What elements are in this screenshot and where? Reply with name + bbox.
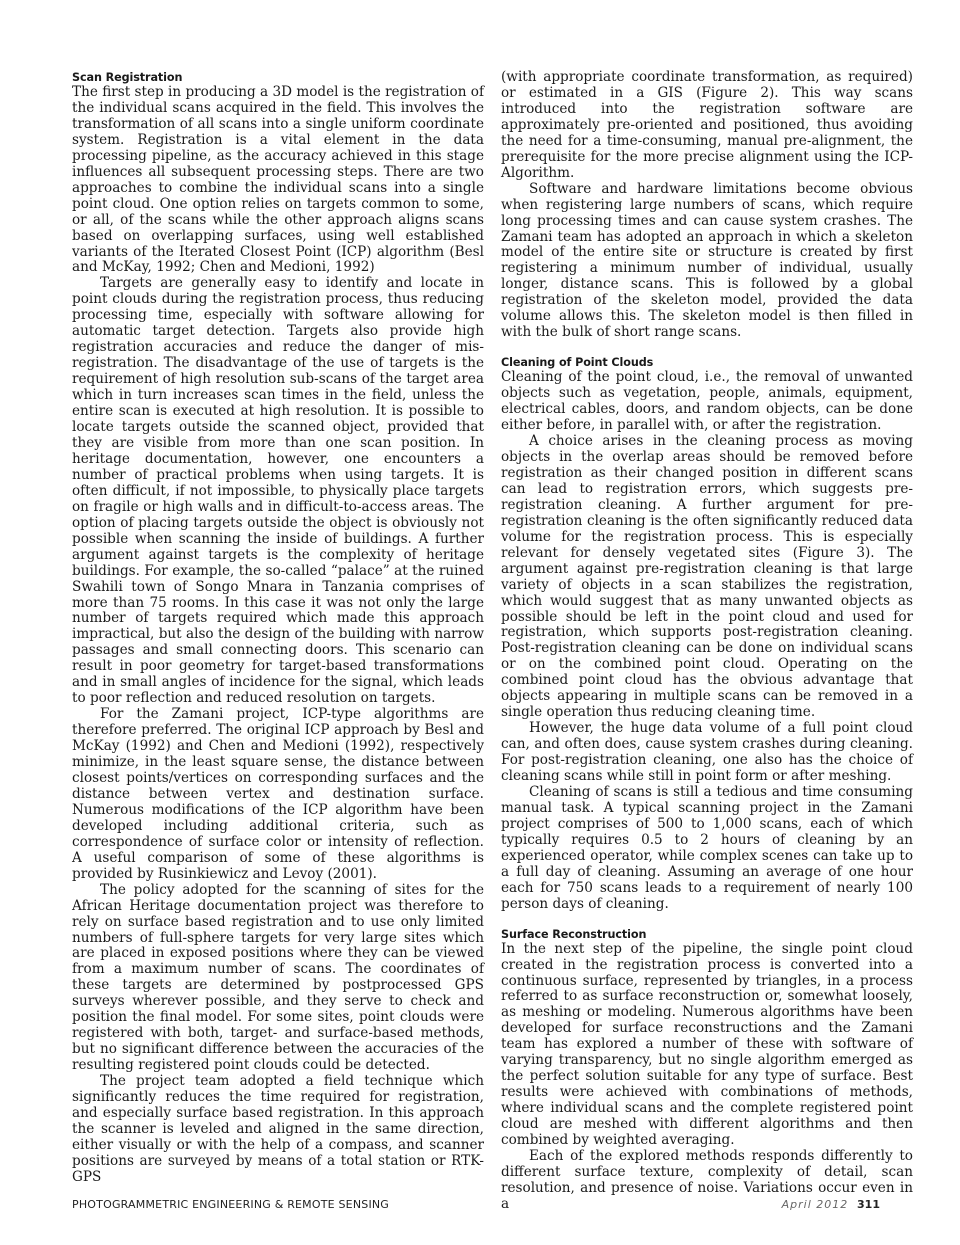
- paragraph: A choice arises in the cleaning process as moving objects in the overlap areas should be removed before registration as their changed position in different scans can lead to registration errors, which suggests pre-registration cleaning. A further argument for pre-registration cleaning is the often significantly reduced data volume for the registration process. This is especially relevant for densely vegetated sites (Figure 3). The argument against pre-registration cleaning is that large variety of objects in a scan stabilizes the registration, which would suggest that as many unwanted objects as possible should be left in the point cloud and used for registration, which supports post-registration cleaning. Post-registration cleaning can be done on individual scans or on the combined point cloud. Operating on the combined point cloud has the obvious advantage that objects appearing in multiple scans can be removed in a single operation thus reducing cleaning time.: [501, 433, 913, 721]
- paragraph: In the next step of the pipeline, the single point cloud created in the registration process is converted into a continuous surface, represented by triangles, in a process referred to as surface reconstruction or, somewhat loosely, as meshing or modeling. Numerous algorithms have been developed for surface reconstructions and the Zamani team has explored a number of these with software of varying transparency, but no single algorithm emerged as the perfect solution suitable for any type of surface. Best results were achieved with combinations of methods, where individual scans and the complete registered point cloud are meshed with different algorithms and then combined by weighted averaging.: [501, 940, 913, 1149]
- paragraph: Each of the explored methods responds differently to different surface texture, complexity of detail, scan resolution, and presence of noise. Variations occur even in a: [501, 1148, 913, 1212]
- paragraph: For the Zamani project, ICP-type algorithms are therefore preferred. The original ICP approach by Besl and McKay (1992) and Chen and Medioni (1992), respectively minimize, in the least square sense, the distance between closest points/vertices on corresponding surfaces and the distance between vertex and destination surface. Numerous modifications of the ICP algorithm have been developed including additional criteria, such as correspondence of surface color or intensity of reflection. A useful comparison of some of these algorithms is provided by Rusinkiewicz and Levoy (2001).: [72, 706, 484, 882]
- issue-date: April 2012: [781, 1198, 849, 1211]
- right-column: [501, 70, 913, 1213]
- paragraph: Cleaning of scans is still a tedious and time consuming manual task. A typical scanning project in the Zamani project comprises of 500 to 1,000 scans, each of which typically requires 0.5 to 2 hours of cleaning by an experienced operator, while complex scenes can take up to a full day of cleaning. Assuming an average of one hour each for 750 scans leads to a requirement of nearly 100 person days of cleaning.: [501, 783, 913, 912]
- paragraph: The first step in producing a 3D model is the registration of the individual scans acquired in the field. This involves the transformation of all scans into a single uniform coordinate system. Registration is a vital element in the data processing pipeline, as the accuracy achieved in this stage influences all subsequent processing steps. There are two approaches to combine the individual scans into a single point cloud. One option relies on targets common to some, or all, of the scans while the other approach aligns scans based on overlapping surfaces, using well established variants of the Iterated Closest Point (ICP) algorithm (Besl and McKay, 1992; Chen and Medioni, 1992): [72, 84, 484, 276]
- paragraph: Software and hardware limitations become obvious when registering large numbers of scans, which require long processing times and can cause system crashes. The Zamani team has adopted an approach in which a skeleton model of the entire site or structure is created by first registering a minimum number of individual, usually longer, distance scans. This is followed by a global registration of the skeleton model, provided the data volume allows this. The skeleton model is then filled in with the bulk of short range scans.: [501, 180, 913, 341]
- paragraph: (with appropriate coordinate transformation, as required) or estimated in a GIS (Figure 2). This way scans introduced into the registration software are approximately pre-oriented and positioned, thus avoiding the need for a time-consuming, manual pre-alignment, the prerequisite for the more precise alignment using the ICP-Algorithm.: [501, 69, 913, 181]
- paragraph: The project team adopted a field technique which significantly reduces the time required for registration, and especially surface based registration. In this approach the scanner is leveled and aligned in the same direction, either visually or with the help of a compass, and scanner positions are surveyed by means of a total station or RTK-GPS: [72, 1073, 484, 1185]
- footer-issue-info: [782, 1198, 880, 1211]
- paragraph: Targets are generally easy to identify and locate in point clouds during the registration process, thus reducing processing time, especially with software allowing for automatic target detection. Targets also provide high registration accuracies and reduce the danger of mis-registration. The disadvantage of the use of targets is the requirement of high resolution sub-scans of the target area which in turn increases scan times in the field, unless the entire scan is executed at high resolution. It is possible to locate targets outside the scanned object, provided that they are visible from more than one scan position. In heritage documentation, however, one encounters a number of practical problems when using targets. It is often difficult, if not impossible, to physically place targets on fragile or high walls and in difficult-to-access areas. The option of placing targets outside the object is obviously not possible when scanning the inside of buildings. A further argument against targets is the complexity of heritage buildings. For example, the so-called “palace” at the ruined Swahili town of Songo Mnara in Tanzania comprises of more than 75 rooms. In this case it was not only the large number of targets required which made this approach impractical, but also the design of the building with narrow passages and small connecting doors. This scenario can result in poor geometry for target-based transformations and in small angles of incidence for the signal, which leads to poor reflection and reduced resolution on targets.: [72, 275, 484, 707]
- paragraph: However, the huge data volume of a full point cloud can, and often does, cause system crashes during cleaning. For post-registration cleaning, one also has the choice of cleaning scans while still in point form or after meshing.: [501, 720, 913, 785]
- journal-title: PHOTOGRAMMETRIC ENGINEERING & REMOTE SENSING: [72, 1198, 390, 1211]
- left-column: [72, 70, 484, 1186]
- page-footer: [72, 1198, 888, 1218]
- section-heading-scan-registration: Scan Registration: [72, 71, 183, 84]
- page-number: 311: [857, 1198, 880, 1211]
- section-heading-cleaning: Cleaning of Point Clouds: [501, 356, 654, 370]
- paragraph: The policy adopted for the scanning of sites for the African Heritage documentation project was therefore to rely on surface based registration and to use only limited numbers of full-sphere targets for very large sites which are placed in exposed positions where they can be viewed from a maximum number of scans. The coordinates of these targets are determined by postprocessed GPS surveys wherever possible, and they serve to check and position the final model. For some sites, point clouds were registered with both, target- and surface-based methods, but no significant difference between the accuracies of the resulting registered point clouds could be detected.: [72, 881, 484, 1074]
- paragraph: Cleaning of the point cloud, i.e., the removal of unwanted objects such as vegetation, people, animals, equipment, electrical cables, doors, and random objects, can be done either before, in parallel with, or after the registration.: [501, 369, 913, 434]
- section-heading-surface-reconstruction: Surface Reconstruction: [501, 927, 647, 941]
